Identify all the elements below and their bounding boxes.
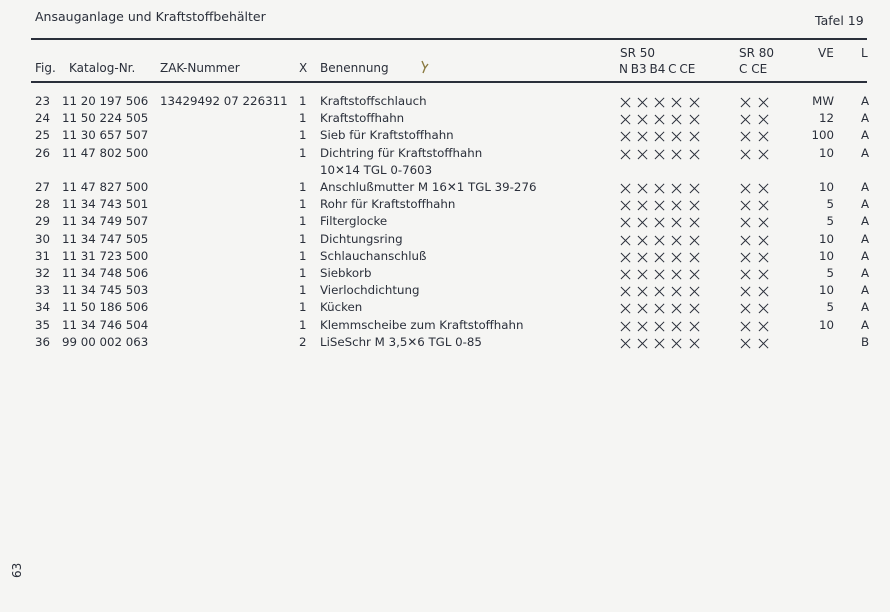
sr80-cross-icon: [740, 114, 751, 125]
sr50-cross-icon: [654, 149, 665, 160]
row-benennung: Dichtring für Kraftstoffhahn: [320, 145, 483, 160]
col-sr80: SR 80: [739, 46, 775, 60]
row-katalog: 99 00 002 063: [62, 334, 149, 349]
row-l: A: [861, 145, 870, 160]
sr50-cross-icon: [654, 303, 665, 314]
table-row: [0, 283, 890, 300]
row-quantity: 1: [299, 248, 307, 263]
sr50-cross-icon: [654, 114, 665, 125]
row-katalog: 11 47 802 500: [62, 145, 149, 160]
sr80-cross-icon: [740, 338, 751, 349]
sr50-cross-icon: [689, 321, 700, 332]
sr80-cross-icon: [740, 131, 751, 142]
sr50-cross-icon: [637, 269, 648, 280]
row-ve: 5: [826, 266, 834, 280]
sr50-cross-icon: [689, 97, 700, 108]
row-ve: MW: [812, 94, 834, 108]
sr80-cross-icon: [758, 97, 769, 108]
row-quantity: 1: [299, 283, 307, 298]
col-sr80-variants: C CE: [739, 62, 768, 76]
sr50-cross-icon: [654, 131, 665, 142]
sr50-cross-icon: [654, 200, 665, 211]
table-row: [0, 300, 890, 317]
sr80-cross-icon: [740, 200, 751, 211]
table-row: [0, 266, 890, 283]
row-ve: 10: [818, 283, 834, 298]
col-sr50: SR 50: [620, 46, 656, 60]
col-benennung: Benennung: [320, 61, 389, 75]
page-title: Ansauganlage und Kraftstoffbehälter: [35, 9, 266, 24]
col-l: L: [861, 46, 868, 60]
row-katalog: 11 34 749 507: [62, 214, 149, 229]
sr80-cross-icon: [740, 252, 751, 263]
row-katalog: 11 20 197 506: [62, 94, 149, 108]
col-fig: Fig.: [35, 61, 56, 75]
sr80-cross-icon: [740, 235, 751, 246]
sr50-cross-icon: [637, 183, 648, 194]
row-l: A: [861, 300, 870, 315]
table-number: Tafel 19: [815, 13, 864, 28]
sr50-cross-icon: [637, 338, 648, 349]
row-benennung: Kraftstoffschlauch: [320, 94, 427, 108]
row-quantity: 2: [299, 334, 307, 349]
sr80-cross-icon: [740, 97, 751, 108]
sr80-cross-icon: [758, 131, 769, 142]
row-l: A: [861, 283, 870, 298]
row-ve: 5: [826, 197, 834, 212]
sr50-cross-icon: [671, 338, 682, 349]
table-row: [0, 180, 890, 197]
table-row: [0, 163, 890, 180]
sr80-cross-icon: [758, 217, 769, 228]
sr80-cross-icon: [740, 217, 751, 228]
sr50-cross-icon: [671, 131, 682, 142]
sr50-cross-icon: [620, 286, 631, 297]
row-l: A: [861, 214, 870, 229]
sr50-cross-icon: [671, 235, 682, 246]
header-rule-top: [31, 38, 867, 40]
sr50-cross-icon: [637, 149, 648, 160]
sr50-cross-icon: [637, 97, 648, 108]
sr50-cross-icon: [671, 149, 682, 160]
row-katalog: 11 31 723 500: [62, 248, 149, 263]
row-l: A: [861, 94, 870, 108]
sr50-cross-icon: [654, 97, 665, 108]
sr80-cross-icon: [740, 269, 751, 280]
sr50-cross-icon: [620, 269, 631, 280]
sr50-cross-icon: [671, 286, 682, 297]
row-fig: 31: [35, 248, 51, 263]
page-number: 63: [10, 562, 24, 578]
sr50-cross-icon: [654, 235, 665, 246]
table-row: [0, 197, 890, 214]
col-katalog: Katalog-Nr.: [69, 61, 136, 75]
row-quantity: 1: [299, 300, 307, 315]
sr50-cross-icon: [654, 183, 665, 194]
row-quantity: 1: [299, 145, 307, 160]
sr50-cross-icon: [689, 269, 700, 280]
sr50-cross-icon: [637, 286, 648, 297]
row-fig: 35: [35, 317, 51, 332]
table-row: [0, 249, 890, 266]
sr50-cross-icon: [671, 97, 682, 108]
sr80-cross-icon: [758, 149, 769, 160]
row-fig: 25: [35, 128, 51, 143]
row-benennung: 10✕14 TGL 0-7603: [320, 162, 433, 177]
sr80-cross-icon: [758, 321, 769, 332]
row-fig: 36: [35, 334, 51, 349]
row-benennung: Siebkorb: [320, 266, 372, 280]
sr50-cross-icon: [654, 252, 665, 263]
sr50-cross-icon: [637, 303, 648, 314]
row-ve: 5: [826, 300, 834, 315]
header-rule-bottom: [31, 81, 867, 83]
col-zak: ZAK-Nummer: [160, 61, 240, 75]
row-benennung: Rohr für Kraftstoffhahn: [320, 197, 456, 212]
row-fig: 29: [35, 214, 51, 229]
sr80-cross-icon: [758, 286, 769, 297]
row-fig: 33: [35, 283, 51, 298]
row-quantity: 1: [299, 111, 307, 126]
sr50-cross-icon: [654, 286, 665, 297]
sr50-cross-icon: [671, 303, 682, 314]
row-benennung: Dichtungsring: [320, 231, 403, 246]
sr80-cross-icon: [758, 235, 769, 246]
row-ve: 12: [818, 111, 834, 126]
sr50-cross-icon: [637, 235, 648, 246]
row-l: A: [861, 248, 870, 263]
sr50-cross-icon: [689, 303, 700, 314]
row-katalog: 11 50 224 505: [62, 111, 149, 126]
row-l: A: [861, 197, 870, 212]
row-quantity: 1: [299, 214, 307, 229]
row-l: A: [861, 266, 870, 280]
row-fig: 28: [35, 197, 51, 212]
table-row: [0, 318, 890, 335]
row-l: A: [861, 128, 870, 143]
sr50-cross-icon: [654, 321, 665, 332]
table-row: [0, 335, 890, 352]
row-l: B: [861, 334, 870, 349]
row-l: A: [861, 231, 870, 246]
sr80-cross-icon: [758, 114, 769, 125]
sr50-cross-icon: [620, 149, 631, 160]
sr50-cross-icon: [620, 338, 631, 349]
row-fig: 30: [35, 231, 51, 246]
sr50-cross-icon: [620, 200, 631, 211]
col-ve: VE: [818, 46, 834, 60]
row-katalog: 11 34 747 505: [62, 231, 149, 246]
row-l: A: [861, 111, 870, 126]
row-benennung: Klemmscheibe zum Kraftstoffhahn: [320, 317, 524, 332]
sr50-cross-icon: [620, 97, 631, 108]
row-katalog: 11 47 827 500: [62, 180, 149, 194]
sr80-cross-icon: [758, 269, 769, 280]
sr50-cross-icon: [620, 252, 631, 263]
row-katalog: 11 34 743 501: [62, 197, 149, 212]
sr50-cross-icon: [689, 131, 700, 142]
row-quantity: 1: [299, 266, 307, 280]
row-l: A: [861, 180, 870, 194]
row-ve: 10: [818, 317, 834, 332]
sr50-cross-icon: [689, 183, 700, 194]
row-benennung: Schlauchanschluß: [320, 248, 427, 263]
sr50-cross-icon: [637, 252, 648, 263]
table-row: [0, 111, 890, 128]
table-row: [0, 94, 890, 111]
sr50-cross-icon: [689, 200, 700, 211]
sr50-cross-icon: [689, 217, 700, 228]
row-quantity: 1: [299, 180, 307, 194]
sr80-cross-icon: [758, 183, 769, 194]
row-ve: 100: [811, 128, 834, 143]
sr50-cross-icon: [620, 131, 631, 142]
sr80-cross-icon: [740, 149, 751, 160]
row-katalog: 11 34 745 503: [62, 283, 149, 298]
row-fig: 27: [35, 180, 51, 194]
row-ve: 10: [818, 248, 834, 263]
sr80-cross-icon: [740, 286, 751, 297]
sr80-cross-icon: [758, 200, 769, 211]
row-fig: 32: [35, 266, 51, 280]
row-benennung: LiSeSchr M 3,5✕6 TGL 0-85: [320, 334, 482, 349]
sr50-cross-icon: [689, 235, 700, 246]
row-katalog: 11 34 746 504: [62, 317, 149, 332]
sr50-cross-icon: [689, 286, 700, 297]
row-benennung: Anschlußmutter M 16✕1 TGL 39-276: [320, 180, 537, 194]
pen-mark-icon: [419, 60, 431, 74]
sr50-cross-icon: [654, 269, 665, 280]
sr50-cross-icon: [671, 217, 682, 228]
sr50-cross-icon: [689, 114, 700, 125]
row-ve: 10: [818, 180, 834, 194]
row-benennung: Kraftstoffhahn: [320, 111, 405, 126]
sr50-cross-icon: [671, 321, 682, 332]
row-l: A: [861, 317, 870, 332]
col-sr50-variants: N B3 B4 C CE: [619, 62, 696, 76]
row-fig: 24: [35, 111, 51, 126]
sr50-cross-icon: [637, 114, 648, 125]
row-katalog: 11 34 748 506: [62, 266, 149, 280]
sr50-cross-icon: [637, 321, 648, 332]
sr50-cross-icon: [689, 149, 700, 160]
row-fig: 34: [35, 300, 51, 315]
sr80-cross-icon: [740, 321, 751, 332]
sr50-cross-icon: [654, 338, 665, 349]
row-quantity: 1: [299, 317, 307, 332]
row-ve: 5: [826, 214, 834, 229]
row-benennung: Kücken: [320, 300, 363, 315]
row-benennung: Vierlochdichtung: [320, 283, 420, 298]
col-x: X: [299, 61, 308, 75]
row-zak: 13429492 07 226311: [160, 94, 288, 108]
row-quantity: 1: [299, 231, 307, 246]
sr50-cross-icon: [620, 183, 631, 194]
row-fig: 26: [35, 145, 51, 160]
row-ve: 10: [818, 231, 834, 246]
sr50-cross-icon: [637, 131, 648, 142]
sr50-cross-icon: [637, 217, 648, 228]
table-row: [0, 232, 890, 249]
sr50-cross-icon: [689, 338, 700, 349]
sr80-cross-icon: [758, 252, 769, 263]
row-ve: 10: [818, 145, 834, 160]
row-katalog: 11 30 657 507: [62, 128, 149, 143]
sr50-cross-icon: [654, 217, 665, 228]
sr50-cross-icon: [620, 303, 631, 314]
row-katalog: 11 50 186 506: [62, 300, 149, 315]
sr50-cross-icon: [620, 321, 631, 332]
sr50-cross-icon: [637, 200, 648, 211]
sr50-cross-icon: [671, 114, 682, 125]
row-fig: 23: [35, 94, 51, 108]
sr50-cross-icon: [671, 252, 682, 263]
sr50-cross-icon: [671, 200, 682, 211]
row-quantity: 1: [299, 197, 307, 212]
sr50-cross-icon: [620, 235, 631, 246]
sr50-cross-icon: [671, 269, 682, 280]
row-quantity: 1: [299, 128, 307, 143]
table-row: [0, 214, 890, 231]
row-benennung: Sieb für Kraftstoffhahn: [320, 128, 454, 143]
sr80-cross-icon: [740, 183, 751, 194]
row-benennung: Filterglocke: [320, 214, 388, 229]
table-row: [0, 146, 890, 163]
sr80-cross-icon: [740, 303, 751, 314]
sr50-cross-icon: [671, 183, 682, 194]
sr50-cross-icon: [689, 252, 700, 263]
sr80-cross-icon: [758, 303, 769, 314]
sr80-cross-icon: [758, 338, 769, 349]
row-quantity: 1: [299, 94, 307, 108]
sr50-cross-icon: [620, 114, 631, 125]
table-row: [0, 128, 890, 145]
sr50-cross-icon: [620, 217, 631, 228]
